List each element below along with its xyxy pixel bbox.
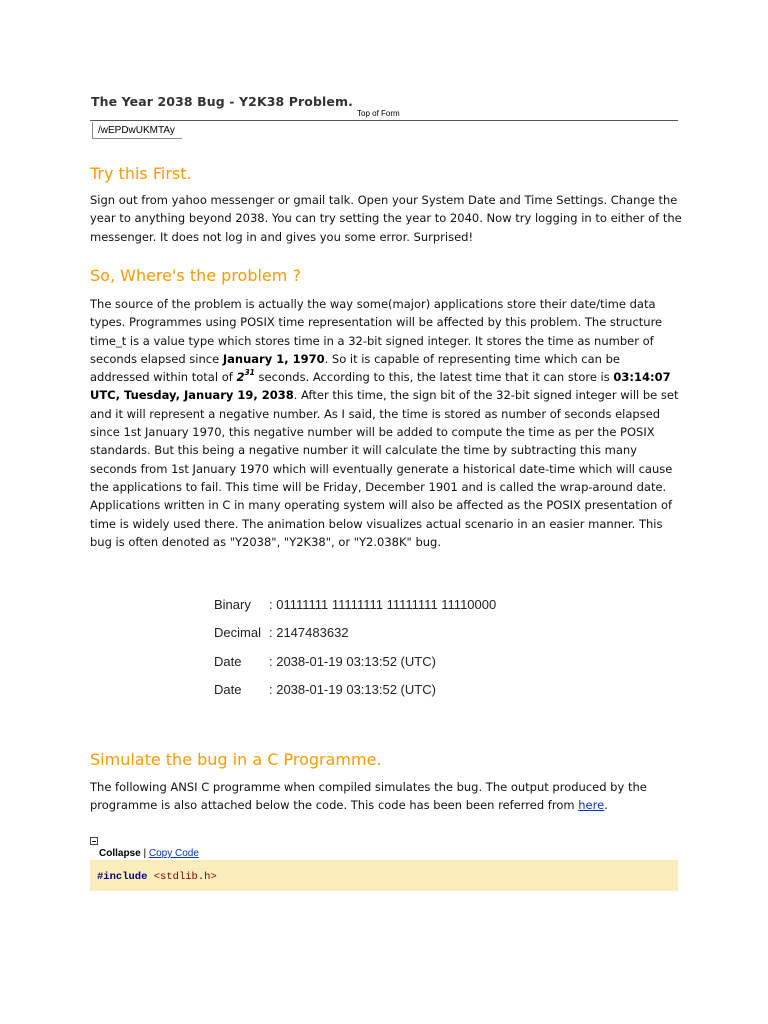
demo-label: Binary (214, 597, 251, 612)
simulate-text-1: The following ANSI C programme when compiled simulates the bug. The output produced by the programme is also attached below the code. This code has been been referred from (90, 780, 647, 813)
problem-text-1: The source of the problem is actually the way some(major) applications store their date/time data types. Programmes using POSIX time representation will be affected by this problem. The structure time_t is a value type which stores time in a 32-bit signed integer. It stores the time as number of seconds elapsed since (90, 297, 663, 366)
problem-text-3: seconds. According to this, the latest time that it can store is (254, 370, 614, 385)
demo-value: : 2147483632 (269, 625, 349, 641)
simulate-text-2: . (604, 798, 608, 813)
section-heading-try-first: Try this First. (90, 164, 192, 183)
section-paragraph-try-first: Sign out from yahoo messenger or gmail talk. Open your System Date and Time Settings. Change the year to anything beyond 2038. You can try setting the year to 2040. Now try logging in to either of the messenger. It does not log in and gives you some error. Surprised! (90, 193, 682, 244)
collapse-button[interactable]: Collapse (99, 848, 141, 859)
code-toolbar (99, 848, 199, 859)
page-title: The Year 2038 Bug - Y2K38 Problem. (91, 94, 353, 109)
form-divider (90, 120, 678, 121)
demo-label: Decimal (214, 625, 261, 641)
section-heading-simulate: Simulate the bug in a C Programme. (90, 750, 382, 769)
section-paragraph-problem (90, 295, 682, 551)
copy-code-link[interactable]: Copy Code (148, 848, 199, 859)
problem-text-4: . After this time, the sign bit of the 32-bit signed integer will be set and it will represent a negative number. As I said, the time is stored as number of seconds elapsed since 1st January 1970, this negative number will be added to compute the time as per the POSIX standards. But this being a negative number it will calculate the time by subtracting this many seconds from 1st January 1970 which will eventually generate a historical date-time which will cause the applications to fail. This time will be Friday, December 1901 and is called the wrap-around date. Applications written in C in many operating system will also be affected as the POSIX presentation of time is widely used there. The animation below visualizes actual scenario in an easier manner. This bug is often denoted as "Y2038", "Y2K38", or "Y2.038K" bug. (90, 388, 679, 549)
toolbar-separator: | (143, 848, 147, 859)
section-heading-problem: So, Where's the problem ? (90, 266, 301, 285)
section-paragraph-simulate (90, 778, 682, 815)
viewstate-field[interactable]: /wEPDwUKMTAy (92, 122, 182, 139)
code-header: <stdlib.h> (153, 871, 217, 883)
latest-time: 03:14:07 UTC, Tuesday, January 19, 2038 (90, 370, 671, 403)
demo-value: : 01111111 11111111 11111111 11110000 (269, 597, 497, 612)
epoch-date: January 1, 1970 (222, 351, 325, 366)
demo-value: : 2038-01-19 03:13:52 (UTC) (269, 653, 436, 669)
collapse-toggle-icon[interactable] (90, 837, 98, 845)
code-directive: #include (97, 871, 148, 883)
demo-value: : 2038-01-19 03:13:52 (UTC) (269, 681, 436, 697)
problem-text-2: . So it is capable of representing time which can be addressed within total of (90, 351, 620, 385)
power-base: 2 (236, 370, 245, 385)
demo-label: Date (214, 681, 242, 697)
code-block (90, 860, 678, 891)
form-top-label: Top of Form (357, 109, 400, 118)
demo-label: Date (214, 653, 242, 669)
power-exponent: 31 (244, 368, 255, 378)
here-link[interactable]: here (578, 798, 605, 813)
